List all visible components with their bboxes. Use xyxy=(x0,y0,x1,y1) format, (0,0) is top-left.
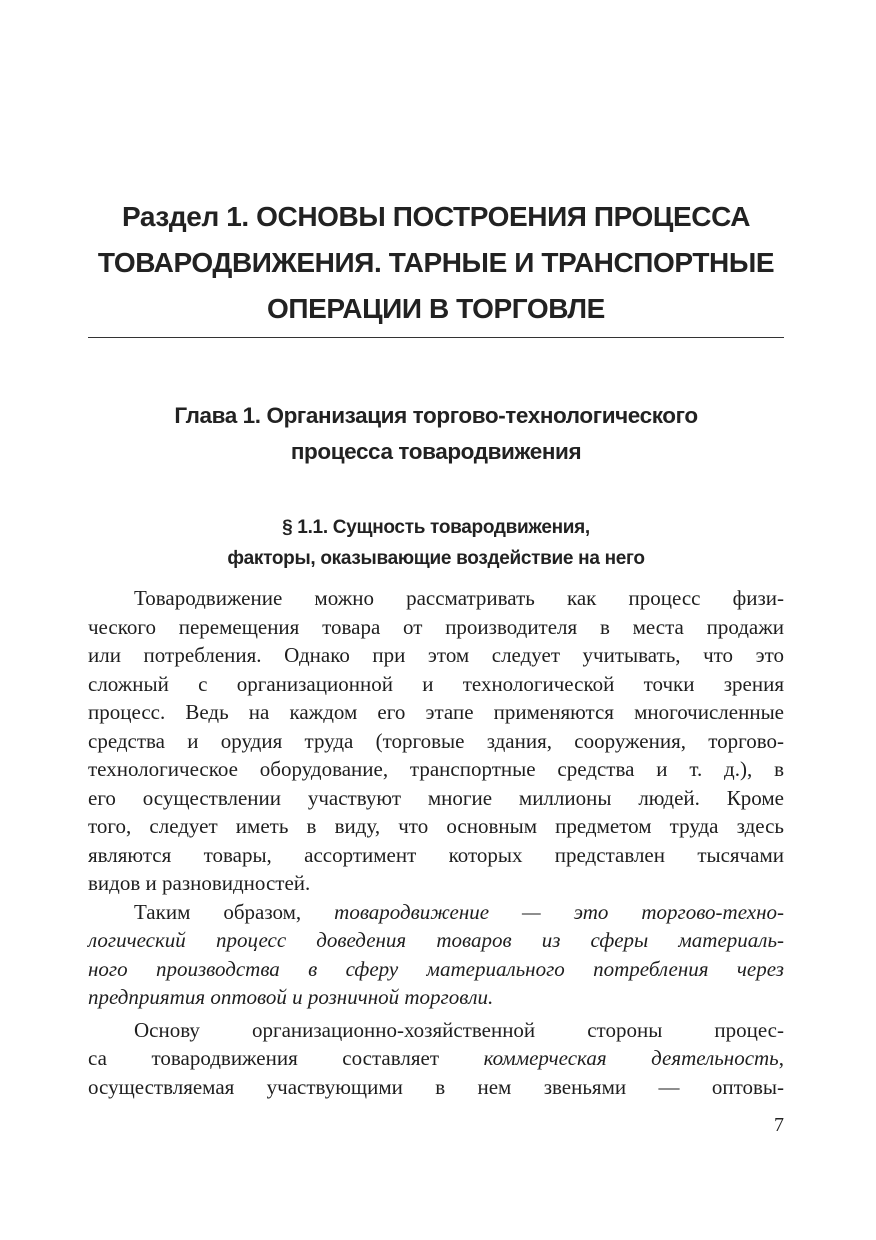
paragraph-heading-line: факторы, оказывающие воздействие на него xyxy=(227,548,645,569)
text-line: технологическое оборудование, транспортные средства и т. д.), в xyxy=(88,757,784,781)
text-segment: са товародвижения составляет xyxy=(88,1046,484,1070)
text-line: того, следует иметь в виду, что основным предметом труда здесь xyxy=(88,814,784,838)
text-line xyxy=(88,1044,784,1073)
text-line: видов и разновидностей. xyxy=(88,871,311,895)
text-line xyxy=(88,955,784,984)
paragraph-1 xyxy=(88,584,784,898)
chapter-title-line: процесса товародвижения xyxy=(290,439,582,464)
text-segment: Таким образом, xyxy=(134,899,335,924)
definition-text: товародвижение — это торгово-техно- xyxy=(334,899,784,924)
text-line: Основу организационно-хозяйственной стороны процес- xyxy=(134,1017,784,1042)
text-line: осуществляемая участвующими в нем звеньями — оптовы- xyxy=(88,1074,784,1099)
paragraph-heading xyxy=(88,512,784,574)
text-line: средства и орудия труда (торговые здания, сооружения, торгово- xyxy=(88,728,784,753)
text-line: или потребления. Однако при этом следует учитывать, что это xyxy=(88,643,784,667)
definition-text: предприятия оптовой и розничной торговли. xyxy=(88,985,494,1009)
text-line: Товародвижение можно рассматривать как процесс физи- xyxy=(134,586,784,610)
text-line xyxy=(88,926,784,955)
chapter-title xyxy=(88,398,784,470)
page-number: 7 xyxy=(774,1114,784,1136)
section-title xyxy=(88,194,784,332)
text-line: ческого перемещения товара от производителя в места продажи xyxy=(88,614,784,639)
paragraph-heading-line: § 1.1. Сущность товародвижения, xyxy=(282,517,590,538)
emphasized-term: коммерческая деятельность xyxy=(483,1046,779,1070)
text-segment: , xyxy=(778,1046,784,1070)
text-line: сложный с организационной и технологической точки зрения xyxy=(88,671,784,696)
section-title-line: ТОВАРОДВИЖЕНИЯ. ТАРНЫЕ И ТРАНСПОРТНЫЕ xyxy=(97,247,775,278)
text-line: процесс. Ведь на каждом его этапе применяются многочисленные xyxy=(88,700,784,724)
definition-text: логический процесс доведения товаров из сферы материаль- xyxy=(88,928,784,952)
chapter-title-line: Глава 1. Организация торгово-технологического xyxy=(174,403,698,428)
paragraph-2 xyxy=(88,898,784,1012)
text-line: его осуществлении участвуют многие миллионы людей. Кроме xyxy=(88,785,784,810)
section-divider xyxy=(88,337,784,338)
paragraph-3 xyxy=(88,1016,784,1102)
text-line xyxy=(88,983,784,1012)
text-line xyxy=(88,898,784,927)
text-line: являются товары, ассортимент которых представлен тысячами xyxy=(88,842,784,867)
section-title-line: ОПЕРАЦИИ В ТОРГОВЛЕ xyxy=(267,293,605,324)
definition-text: ного производства в сферу материального потребления через xyxy=(88,956,784,981)
body-text xyxy=(88,584,784,1101)
section-title-line: Раздел 1. ОСНОВЫ ПОСТРОЕНИЯ ПРОЦЕССА xyxy=(121,201,751,232)
